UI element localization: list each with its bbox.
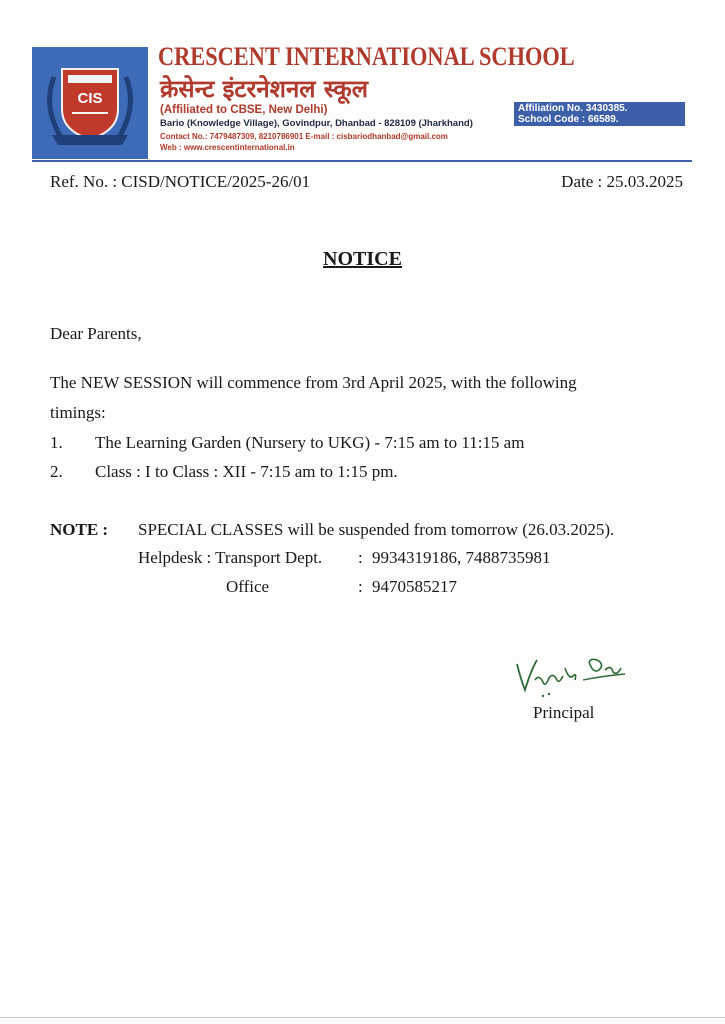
notice-heading: NOTICE: [323, 248, 402, 270]
helpdesk-label: Helpdesk : Transport Dept.: [138, 548, 323, 567]
school-code: School Code : 66589.: [518, 114, 619, 125]
paragraph-line-2: timings:: [50, 403, 106, 422]
salutation: Dear Parents,: [50, 324, 142, 343]
reference-number: Ref. No. : CISD/NOTICE/2025-26/01: [50, 172, 311, 191]
school-contact: Contact No.: 7479487309, 8210786901 E-mail : cisbariodhanbad@gmail.com: [160, 132, 448, 141]
signatory-title: Principal: [533, 703, 595, 722]
list-item: Class : I to Class : XII - 7:15 am to 1:15 pm.: [95, 462, 398, 481]
letterhead-divider: [32, 160, 692, 162]
school-address: Bario (Knowledge Village), Govindpur, Dhanbad - 828109 (Jharkhand): [160, 118, 473, 129]
list-item-number: 2.: [50, 462, 63, 481]
notice-date: Date : 25.03.2025: [561, 172, 683, 191]
page-bottom-edge: [0, 1017, 725, 1018]
affiliation-number: Affiliation No. 3430385.: [518, 103, 628, 114]
school-name-hindi: क्रेसेन्ट इंटरनेशनल स्कूल: [160, 75, 368, 103]
affiliation-box: [514, 102, 685, 126]
paragraph-line-1: The NEW SESSION will commence from 3rd April 2025, with the following: [50, 373, 577, 392]
principal-signature: [513, 650, 633, 703]
office-phone: 9470585217: [372, 577, 457, 596]
note-label: NOTE :: [50, 520, 109, 539]
school-name-english: CRESCENT INTERNATIONAL SCHOOL: [158, 42, 575, 71]
office-colon: :: [358, 577, 363, 596]
school-website: Web : www.crescentinternational.in: [160, 143, 295, 152]
helpdesk-colon: :: [358, 548, 363, 567]
affiliation-line: (Affiliated to CBSE, New Delhi): [160, 104, 328, 116]
helpdesk-phone: 9934319186, 7488735981: [372, 548, 551, 567]
note-text: SPECIAL CLASSES will be suspended from tomorrow (26.03.2025).: [138, 520, 615, 539]
list-item-number: 1.: [50, 433, 63, 452]
school-logo: [32, 47, 148, 159]
logo-text: CIS: [77, 90, 103, 107]
office-label: Office: [226, 577, 270, 596]
list-item: The Learning Garden (Nursery to UKG) - 7:15 am to 11:15 am: [95, 433, 525, 452]
